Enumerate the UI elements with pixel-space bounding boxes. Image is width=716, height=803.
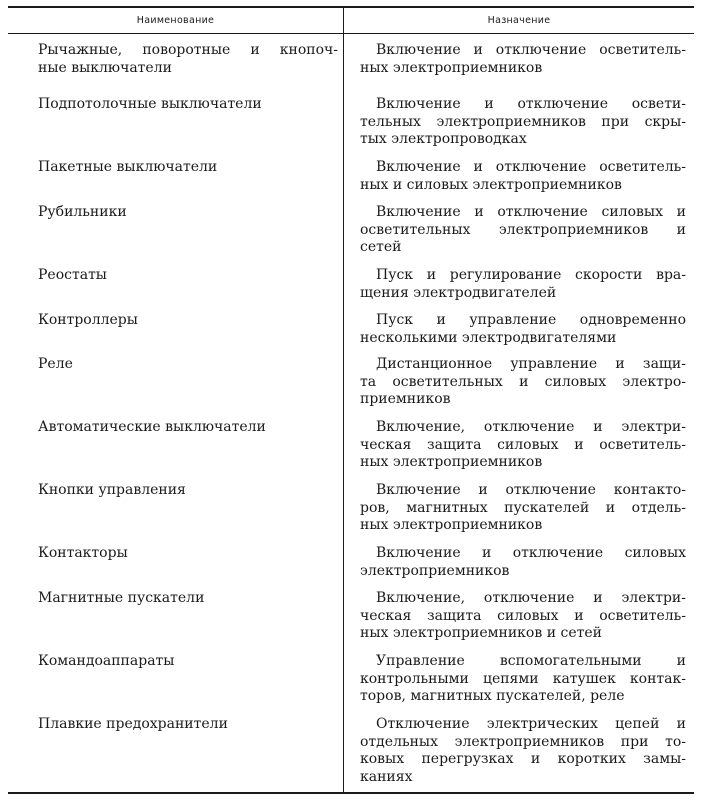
- row-purpose-line: ных электроприемников: [360, 454, 543, 471]
- row-name-line: Рубильники: [38, 204, 127, 220]
- table-header-rule: [8, 33, 694, 34]
- row-name-line: Командоаппараты: [38, 653, 175, 669]
- column-divider: [343, 6, 344, 794]
- row-purpose-line: та осветительных и силовых электро-: [360, 373, 686, 390]
- table-bottom-rule: [8, 792, 694, 794]
- row-purpose-line: приемников: [360, 391, 451, 408]
- row-name-line: Магнитные пускатели: [38, 590, 205, 606]
- row-purpose-line: электроприемников: [360, 562, 510, 579]
- row-name-line: Кнопки управления: [38, 482, 186, 498]
- row-purpose-line: тых электропроводках: [360, 131, 527, 148]
- row-purpose: [360, 312, 686, 347]
- row-name: [38, 716, 338, 734]
- row-purpose-line: Включение и отключение силовых: [376, 545, 686, 561]
- row-purpose-line: отдельных электроприемников при то-: [360, 733, 686, 750]
- row-purpose-line: ковых перегрузках и коротких замы-: [360, 751, 686, 768]
- row-purpose-line: щения электродвигателей: [360, 284, 557, 301]
- row-purpose: [360, 267, 686, 302]
- row-purpose-line: ных электроприемников: [360, 517, 543, 534]
- row-name: [38, 204, 338, 222]
- row-purpose: [360, 545, 686, 580]
- row-name: [38, 312, 338, 330]
- row-name-line: Контакторы: [38, 545, 128, 561]
- row-purpose-line: Включение и отключение освети-: [376, 96, 686, 112]
- row-name-line: Реостаты: [38, 267, 107, 283]
- row-name-line: Плавкие предохранители: [38, 716, 228, 732]
- row-purpose-line: Пуск и регулирование скорости вра-: [376, 267, 686, 283]
- row-purpose: [360, 159, 686, 194]
- row-name-line: Реле: [38, 356, 73, 372]
- row-name-line: Пакетные выключатели: [38, 159, 218, 175]
- row-purpose-line: Включение, отключение и электри-: [376, 419, 686, 435]
- row-name: [38, 267, 338, 285]
- row-name: [38, 545, 338, 563]
- row-purpose-line: Пуск и управление одновременно: [376, 312, 686, 328]
- row-purpose-line: Включение, отключение и электри-: [376, 590, 686, 606]
- row-name-line: ные выключатели: [38, 59, 172, 76]
- row-purpose-line: Включение и отключение силовых и: [376, 204, 686, 220]
- row-purpose-line: осветительных электроприемников и: [360, 221, 686, 238]
- row-name: [38, 96, 338, 114]
- row-purpose: [360, 590, 686, 643]
- row-name: [38, 653, 338, 671]
- row-name: [38, 42, 338, 77]
- row-name-line: Контроллеры: [38, 312, 138, 328]
- header-name: Наименование: [136, 15, 215, 26]
- row-purpose-line: тельных электроприемников при скры-: [360, 113, 686, 130]
- equipment-table: [8, 6, 694, 794]
- row-purpose-line: каниях: [360, 768, 413, 785]
- row-purpose-line: Дистанционное управление и защи-: [376, 356, 686, 372]
- row-name: [38, 590, 338, 608]
- row-purpose: [360, 716, 686, 786]
- row-purpose: [360, 356, 686, 409]
- row-purpose-line: контрольными цепями катушек контак-: [360, 670, 686, 687]
- row-purpose-line: Включение и отключение осветитель-: [376, 159, 686, 175]
- row-purpose-line: сетей: [360, 239, 402, 256]
- row-purpose-line: ных и силовых электроприемников: [360, 176, 622, 193]
- row-purpose-line: Управление вспомогательными и: [376, 653, 686, 669]
- row-purpose: [360, 419, 686, 472]
- row-purpose: [360, 96, 686, 149]
- row-purpose-line: несколькими электродвигателями: [360, 329, 617, 346]
- header-purpose: Назначение: [487, 15, 551, 26]
- row-name-line: Подпотолочные выключатели: [38, 96, 262, 112]
- row-purpose-line: Включение и отключение контакто-: [376, 482, 686, 498]
- row-purpose: [360, 482, 686, 535]
- row-purpose: [360, 653, 686, 706]
- row-name: [38, 356, 338, 374]
- row-purpose-line: ров, магнитных пускателей и отдель-: [360, 499, 686, 516]
- row-name: [38, 419, 338, 437]
- row-purpose-line: торов, магнитных пускателей, реле: [360, 688, 625, 705]
- row-purpose-line: ных электроприемников: [360, 59, 543, 76]
- row-purpose-line: ческая защита силовых и осветитель-: [360, 607, 686, 624]
- row-purpose: [360, 204, 686, 257]
- row-name: [38, 159, 338, 177]
- row-purpose-line: ных электроприемников и сетей: [360, 625, 602, 642]
- row-purpose-line: Отключение электрических цепей и: [376, 716, 686, 732]
- row-name-line: Автоматические выключатели: [38, 419, 266, 435]
- row-purpose-line: Включение и отключение осветитель-: [376, 42, 686, 58]
- row-name: [38, 482, 338, 500]
- row-purpose-line: ческая защита силовых и осветитель-: [360, 436, 686, 453]
- row-purpose: [360, 42, 686, 77]
- row-name-line: Рычажные, поворотные и кнопоч-: [38, 42, 338, 58]
